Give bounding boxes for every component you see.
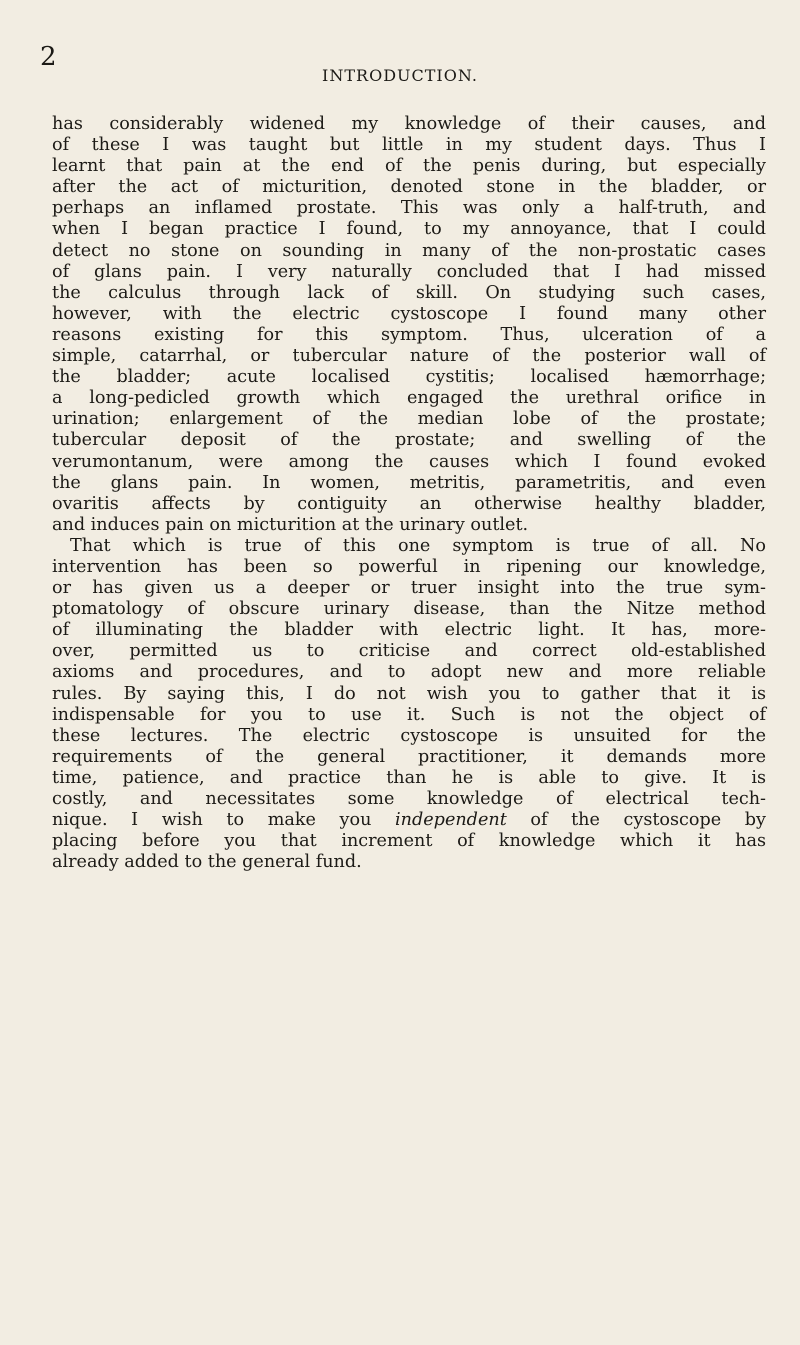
text-line: detect no stone on sounding in many of the non-prostatic cases [52, 240, 766, 261]
text-line: costly, and necessitates some knowledge of electrical tech- [52, 789, 766, 809]
text-line: That which is true of this one symptom is true of all. No [70, 535, 766, 556]
page-number: 2 [40, 42, 57, 72]
text-line: ovaritis affects by contiguity an otherwise healthy bladder, [52, 493, 766, 514]
text-line: verumontanum, were among the causes which I found evoked [52, 451, 766, 472]
text-line: ptomatology of obscure urinary disease, than the Nitze method [52, 599, 766, 620]
text-line: a long-pedicled growth which engaged the urethral orifice in [52, 388, 766, 409]
body-text [52, 114, 766, 873]
text-line: these lectures. The electric cystoscope is unsuited for the [52, 725, 766, 746]
text-line: of these I was taught but little in my student days. Thus I [52, 135, 766, 156]
text-line: over, permitted us to criticise and correct old-established [52, 641, 766, 662]
text-line: reasons existing for this symptom. Thus, ulceration of a [52, 324, 766, 345]
text-line: however, with the electric cystoscope I found many other [52, 303, 766, 324]
text-line: after the act of micturition, denoted stone in the bladder, or [52, 177, 766, 198]
text-line-with-italic [52, 810, 766, 831]
text-line: intervention has been so powerful in ripening our knowledge, [52, 556, 766, 577]
text-line: placing before you that increment of knowledge which it has [52, 831, 766, 852]
text-segment: nique. I wish to make you [52, 810, 396, 831]
text-line: when I began practice I found, to my annoyance, that I could [52, 219, 766, 240]
text-line: perhaps an inflamed prostate. This was only a half-truth, and [52, 198, 766, 219]
text-line: urination; enlargement of the median lobe of the prostate; [52, 409, 766, 430]
text-line: simple, catarrhal, or tubercular nature of the posterior wall of [52, 346, 766, 367]
text-line: and induces pain on micturition at the urinary outlet. [52, 514, 529, 535]
text-line: of glans pain. I very naturally concluded that I had missed [52, 261, 766, 282]
text-line: has considerably widened my knowledge of their causes, and [52, 114, 766, 134]
text-line: learnt that pain at the end of the penis during, but especially [52, 156, 766, 177]
text-line: the bladder; acute localised cystitis; localised hæmorrhage; [52, 367, 766, 388]
text-line: rules. By saying this, I do not wish you to gather that it is [52, 683, 766, 704]
text-line: indispensable for you to use it. Such is not the object of [52, 704, 766, 725]
text-segment: of the cystoscope by [506, 810, 766, 831]
text-line: axioms and procedures, and to adopt new and more reliable [52, 662, 766, 683]
text-line: or has given us a deeper or truer insight into the true sym- [52, 578, 766, 599]
text-line: of illuminating the bladder with electric light. It has, more- [52, 620, 766, 641]
text-line: already added to the general fund. [52, 852, 362, 873]
text-line: requirements of the general practitioner, it demands more [52, 746, 766, 767]
text-line: tubercular deposit of the prostate; and swelling of the [52, 430, 766, 451]
text-line: the calculus through lack of skill. On studying such cases, [52, 282, 766, 303]
text-line: the glans pain. In women, metritis, parametritis, and even [52, 472, 766, 493]
running-head: INTRODUCTION. [322, 66, 478, 85]
italic-word: independent [395, 810, 507, 831]
text-line: time, patience, and practice than he is able to give. It is [52, 767, 766, 788]
